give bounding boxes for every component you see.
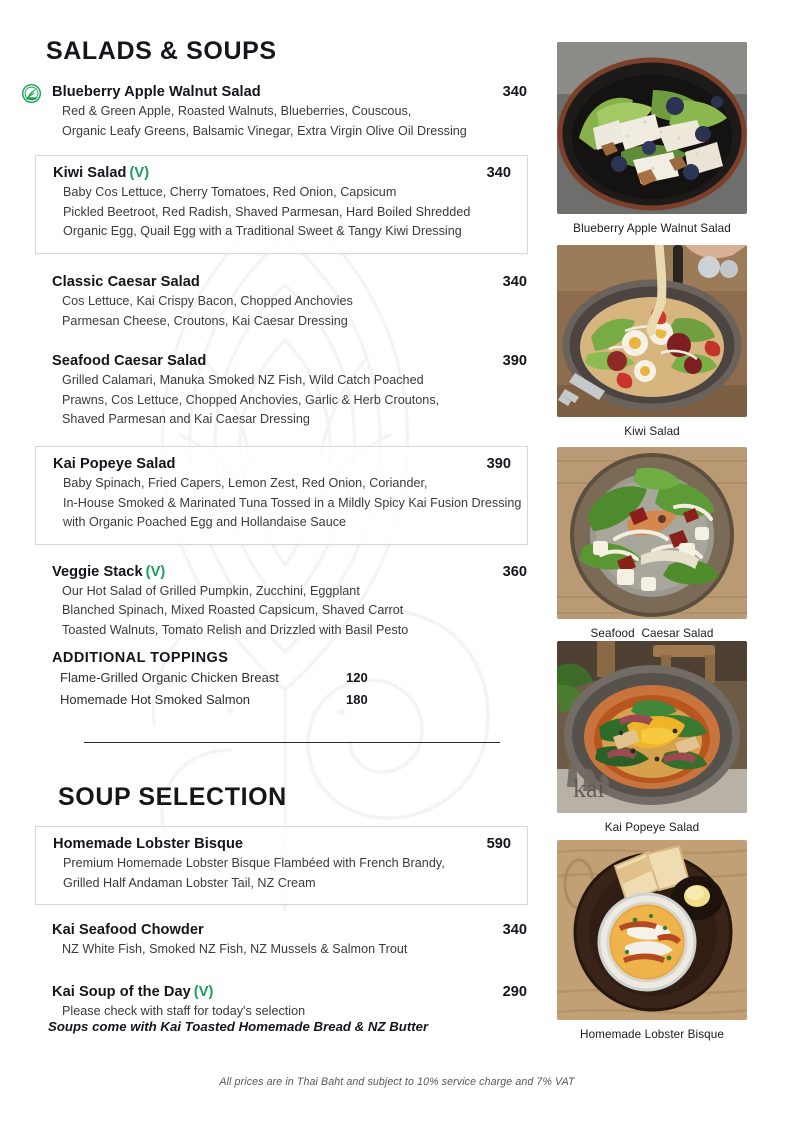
topping-price: 180 xyxy=(346,692,368,707)
menu-item-price: 360 xyxy=(502,563,527,580)
description-line: Cos Lettuce, Kai Crispy Bacon, Chopped Anchovies xyxy=(62,293,353,308)
photo-caption: Homemade Lobster Bisque xyxy=(580,1028,724,1041)
organic-leaf-badge-icon xyxy=(22,84,41,103)
salads-section-title: SALADS & SOUPS xyxy=(46,37,277,65)
photo-caption: Kai Popeye Salad xyxy=(604,821,700,834)
menu-item-price: 590 xyxy=(486,836,511,852)
menu-item-price: 340 xyxy=(486,165,511,182)
menu-item-header xyxy=(52,922,527,938)
menu-item-name: Seafood Caesar Salad xyxy=(52,353,207,370)
menu-item-kai-popeye-salad[interactable] xyxy=(35,446,528,545)
menu-item-header xyxy=(52,274,527,290)
topping-row[interactable] xyxy=(60,689,548,710)
description-line: Baby Cos Lettuce, Cherry Tomatoes, Red Onion, Capsicum xyxy=(63,185,397,200)
photo-card-kai-popeye-salad xyxy=(557,641,747,834)
seafood-caesar-salad-photo xyxy=(557,447,747,619)
menu-item-description xyxy=(52,292,527,331)
section-divider xyxy=(84,742,500,743)
description-line: Please check with staff for today's selection xyxy=(62,1003,306,1018)
menu-item-header xyxy=(53,165,513,181)
topping-name: Flame-Grilled Organic Chicken Breast xyxy=(60,670,279,685)
menu-item-description xyxy=(52,371,527,430)
photo-card-homemade-lobster-bisque xyxy=(557,840,747,1041)
menu-item-name: Kai Soup of the Day (V) xyxy=(52,983,214,1000)
soup-accompaniment-note: Soups come with Kai Toasted Homemade Bread & NZ Butter xyxy=(48,1019,429,1034)
menu-item-header xyxy=(52,353,527,369)
photo-card-kiwi-salad xyxy=(557,245,747,438)
description-line: with Organic Poached Egg and Hollandaise Sauce xyxy=(63,515,347,530)
description-line: Baby Spinach, Fried Capers, Lemon Zest, Red Onion, Coriander, xyxy=(63,475,428,490)
menu-item-price: 390 xyxy=(486,455,511,472)
kiwi-salad-photo xyxy=(557,245,747,417)
photo-card-seafood-caesar-salad xyxy=(557,447,747,640)
menu-item-name: Veggie Stack (V) xyxy=(52,563,166,580)
photo-caption: Blueberry Apple Walnut Salad xyxy=(573,222,731,235)
menu-item-kiwi-salad[interactable] xyxy=(35,155,528,254)
menu-item-price: 340 xyxy=(502,84,527,100)
description-line: Toasted Walnuts, Tomato Relish and Drizzled with Basil Pesto xyxy=(62,622,409,637)
soups-item-list xyxy=(0,826,548,1028)
photo-caption: Seafood Caesar Salad xyxy=(590,627,714,640)
topping-price: 120 xyxy=(346,670,368,685)
menu-item-description xyxy=(53,183,513,242)
menu-item-description xyxy=(52,102,527,141)
menu-item-veggie-stack[interactable] xyxy=(0,560,548,648)
additional-toppings-title: ADDITIONAL TOPPINGS xyxy=(52,650,229,666)
menu-item-homemade-lobster-bisque[interactable] xyxy=(35,826,528,905)
menu-item-price: 290 xyxy=(502,983,527,1000)
description-line: NZ White Fish, Smoked NZ Fish, NZ Mussels & Salmon Trout xyxy=(62,942,408,957)
description-line: Shaved Parmesan and Kai Caesar Dressing xyxy=(62,412,310,427)
svg-text:kai: kai xyxy=(573,774,605,803)
description-line: Grilled Calamari, Manuka Smoked NZ Fish, Wild Catch Poached xyxy=(62,373,424,388)
menu-item-header xyxy=(52,984,527,1000)
description-line: Premium Homemade Lobster Bisque Flambéed with French Brandy, xyxy=(63,856,445,870)
description-line: Red & Green Apple, Roasted Walnuts, Blueberries, Couscous, xyxy=(62,104,412,118)
description-line: Organic Egg, Quail Egg with a Traditional Sweet & Tangy Kiwi Dressing xyxy=(63,224,462,239)
menu-item-description xyxy=(52,582,527,641)
description-line: Pickled Beetroot, Red Radish, Shaved Parmesan, Hard Boiled Shredded xyxy=(63,204,471,219)
menu-item-header xyxy=(53,456,513,472)
menu-item-header xyxy=(52,84,527,100)
menu-item-name: Kiwi Salad (V) xyxy=(53,165,150,182)
vegetarian-tag: (V) xyxy=(193,983,214,1000)
photo-card-blueberry-apple-walnut-salad xyxy=(557,42,747,235)
menu-item-price: 340 xyxy=(502,273,527,290)
description-line: Parmesan Cheese, Croutons, Kai Caesar Dressing xyxy=(62,313,348,328)
topping-name: Homemade Hot Smoked Salmon xyxy=(60,692,251,707)
kai-popeye-salad-photo xyxy=(557,641,747,813)
menu-item-blueberry-apple-walnut-salad[interactable] xyxy=(0,80,548,148)
menu-item-name: Kai Popeye Salad xyxy=(53,455,176,472)
menu-item-name: Kai Seafood Chowder xyxy=(52,922,204,939)
description-line: In-House Smoked & Marinated Tuna Tossed in a Mildly Spicy Kai Fusion Dressing xyxy=(63,495,522,510)
description-line: Our Hot Salad of Grilled Pumpkin, Zucchini, Eggplant xyxy=(62,583,360,598)
description-line: Organic Leafy Greens, Balsamic Vinegar, Extra Virgin Olive Oil Dressing xyxy=(62,123,467,138)
menu-item-header xyxy=(53,836,513,852)
menu-item-description xyxy=(52,940,527,960)
menu-item-name: Classic Caesar Salad xyxy=(52,273,200,290)
menu-item-description xyxy=(53,474,522,533)
menu-item-name: Homemade Lobster Bisque xyxy=(53,836,244,852)
salads-item-list xyxy=(0,80,548,648)
additional-toppings-block xyxy=(0,650,548,710)
description-line: Grilled Half Andaman Lobster Tail, NZ Cream xyxy=(63,875,316,890)
menu-item-classic-caesar-salad[interactable] xyxy=(0,270,548,338)
vegetarian-tag: (V) xyxy=(145,563,166,580)
menu-item-description xyxy=(53,854,513,893)
menu-item-kai-seafood-chowder[interactable] xyxy=(0,918,548,967)
description-line: Prawns, Cos Lettuce, Chopped Anchovies, Garlic & Herb Croutons, xyxy=(62,392,440,407)
menu-item-price: 340 xyxy=(502,922,527,939)
menu-item-header xyxy=(52,564,527,580)
menu-photo-column xyxy=(557,0,794,1122)
menu-item-name: Blueberry Apple Walnut Salad xyxy=(52,84,261,100)
soup-section-title: SOUP SELECTION xyxy=(58,783,287,811)
photo-caption: Kiwi Salad xyxy=(624,425,680,438)
menu-item-price: 390 xyxy=(502,353,527,370)
blueberry-apple-walnut-salad-photo xyxy=(557,42,747,214)
homemade-lobster-bisque-photo xyxy=(557,840,747,1020)
footer-disclaimer: All prices are in Thai Baht and subject to 10% service charge and 7% VAT xyxy=(219,1076,575,1088)
description-line: Blanched Spinach, Mixed Roasted Capsicum, Shaved Carrot xyxy=(62,603,404,618)
menu-item-seafood-caesar-salad[interactable] xyxy=(0,349,548,437)
vegetarian-tag: (V) xyxy=(129,165,150,182)
topping-row[interactable] xyxy=(60,667,548,688)
